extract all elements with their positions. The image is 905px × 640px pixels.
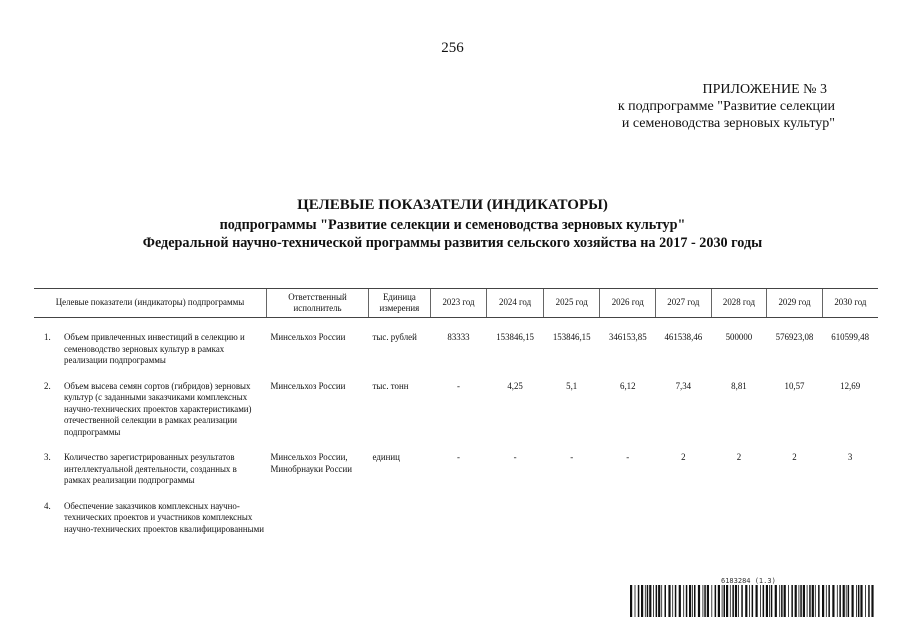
- row-number: 3.: [44, 452, 51, 462]
- value-cell: 576923,08: [775, 332, 814, 342]
- appendix-heading: ПРИЛОЖЕНИЕ № 3: [702, 82, 827, 97]
- header-year: 2027 год: [656, 289, 712, 318]
- unit-cell: тыс. тонн: [372, 380, 409, 391]
- indicators-table-wrap: [34, 288, 878, 549]
- table-row: [34, 501, 878, 550]
- document-title: ЦЕЛЕВЫЕ ПОКАЗАТЕЛИ (ИНДИКАТОРЫ): [297, 197, 608, 213]
- unit-cell: тыс. рублей: [372, 332, 417, 342]
- value-cell: 12,69: [840, 380, 861, 391]
- header-indicator: Целевые показатели (индикаторы) подпрограммы: [34, 289, 266, 318]
- unit-cell: [369, 501, 431, 550]
- value-cell: 2: [792, 452, 797, 462]
- appendix-line-1: к подпрограмме "Развитие селекции: [617, 99, 835, 114]
- responsible-cell: Минсельхоз России, Минобрнауки России: [270, 452, 352, 474]
- value-cell: 153846,15: [496, 332, 534, 342]
- document-subtitle: [0, 216, 905, 252]
- table-row: [34, 318, 878, 381]
- value-cell: 346153,85: [608, 332, 647, 342]
- value-cell: [543, 501, 600, 550]
- subtitle-line-1: подпрограммы "Развитие селекции и семеноводства зерновых культур": [219, 217, 686, 233]
- value-cell: [487, 501, 544, 550]
- value-cell: -: [457, 380, 460, 391]
- table-row: [34, 452, 878, 501]
- value-cell: 500000: [725, 332, 753, 342]
- value-cell: 6,12: [620, 380, 636, 391]
- unit-cell: единиц: [372, 452, 400, 462]
- indicator-cell: [34, 381, 266, 453]
- indicator-name: Обеспечение заказчиков комплексных научно-технических проектов и участников комплексных научно-технических проектов квалифицированными: [64, 500, 264, 534]
- header-year: 2023 год: [430, 289, 487, 318]
- value-cell: 153846,15: [552, 332, 591, 342]
- page-number: 256: [441, 40, 464, 56]
- row-number: 2.: [44, 380, 51, 391]
- header-year: 2028 год: [711, 289, 767, 318]
- indicator-cell: [34, 318, 266, 381]
- indicator-cell: [34, 501, 266, 550]
- value-cell: 2: [681, 452, 686, 462]
- value-cell: 2: [736, 452, 742, 462]
- barcode-text: 6183284 (1.3): [721, 577, 776, 585]
- indicators-table: [34, 288, 878, 549]
- header-year: 2025 год: [543, 289, 600, 318]
- header-year: 2026 год: [600, 289, 656, 318]
- value-cell: [600, 501, 656, 550]
- table-row: [34, 381, 878, 453]
- value-cell: 10,57: [784, 380, 805, 391]
- table-header-row: [34, 289, 878, 318]
- header-year: 2030 год: [822, 289, 878, 318]
- value-cell: 5,1: [566, 380, 578, 391]
- responsible-cell: Минсельхоз России: [270, 332, 346, 342]
- value-cell: -: [457, 452, 460, 462]
- row-number: 4.: [44, 500, 51, 511]
- barcode-icon: [630, 585, 876, 617]
- indicator-name: Количество зарегистрированных результатов интеллектуальной деятельности, созданных в рамках реализации подпрограммы: [64, 452, 237, 485]
- value-cell: [656, 501, 712, 550]
- value-cell: 610599,48: [831, 332, 869, 342]
- responsible-cell: Минсельхоз России: [270, 380, 346, 391]
- value-cell: [711, 501, 767, 550]
- value-cell: 8,81: [731, 380, 747, 391]
- value-cell: [822, 501, 878, 550]
- value-cell: -: [626, 452, 630, 462]
- appendix-block: [560, 81, 835, 132]
- header-year: 2024 год: [487, 289, 544, 318]
- value-cell: [767, 501, 823, 550]
- value-cell: 4,25: [507, 380, 523, 391]
- indicator-cell: [34, 452, 266, 501]
- header-unit: Единица измерения: [369, 289, 431, 318]
- value-cell: 83333: [447, 332, 470, 342]
- indicator-name: Объем высева семян сортов (гибридов) зерновых культур (с заданными заказчиками комплексных научно-технических проектов характеристиками) отечественной селекции в рамках реализации подпрограммы: [64, 380, 252, 437]
- value-cell: 461538,46: [664, 332, 703, 342]
- responsible-cell: [266, 501, 368, 550]
- value-cell: -: [570, 452, 574, 462]
- value-cell: 3: [847, 452, 853, 462]
- header-year: 2029 год: [767, 289, 823, 318]
- row-number: 1.: [44, 332, 51, 342]
- appendix-line-2: и семеноводства зерновых культур": [621, 116, 835, 131]
- value-cell: [430, 501, 487, 550]
- value-cell: -: [513, 452, 517, 462]
- header-responsible: Ответственный исполнитель: [266, 289, 368, 318]
- subtitle-line-2: Федеральной научно-технической программы развития сельского хозяйства на 2017 - 2030 годы: [142, 235, 763, 251]
- indicator-name: Объем привлеченных инвестиций в селекцию и семеноводство зерновых культур в рамках реализации подпрограммы: [64, 332, 245, 365]
- value-cell: 7,34: [675, 380, 692, 391]
